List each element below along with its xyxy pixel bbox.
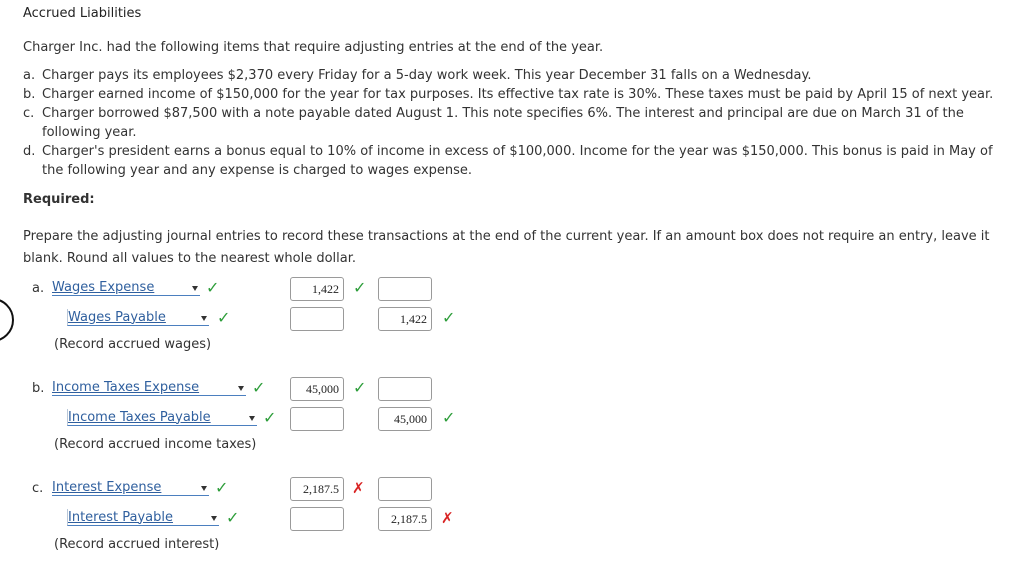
debit-amount-input-c-credit-row[interactable] xyxy=(290,507,344,531)
check-icon: ✓ xyxy=(215,478,229,497)
check-icon: ✓ xyxy=(442,308,456,327)
credit-account-value: Wages Payable xyxy=(68,309,166,325)
problem-list xyxy=(23,66,1013,180)
problem-letter: c. xyxy=(23,106,35,121)
credit-account-value: Interest Payable xyxy=(68,509,173,525)
debit-amount-input-b[interactable]: 45,000 xyxy=(290,377,344,401)
credit-amount-input-b-debit-row[interactable] xyxy=(378,377,432,401)
entry-letter-b: b. xyxy=(32,381,45,396)
problem-letter: a. xyxy=(23,68,36,83)
problem-b xyxy=(23,85,1013,104)
credit-amount-input-a[interactable]: 1,422 xyxy=(378,307,432,331)
problem-letter: b. xyxy=(23,87,36,102)
entry-letter-c: c. xyxy=(32,481,44,496)
chevron-down-icon xyxy=(238,386,244,391)
chevron-down-icon xyxy=(201,316,207,321)
check-icon: ✓ xyxy=(353,378,367,397)
problem-text: Charger earned income of $150,000 for the year for tax purposes. Its effective tax rate is 30%. These taxes must be paid by April 15 of next year. xyxy=(42,87,994,102)
debit-account-value: Interest Expense xyxy=(52,479,162,495)
check-icon: ✓ xyxy=(217,308,231,327)
chevron-down-icon xyxy=(192,286,198,291)
entry-memo-b: (Record accrued income taxes) xyxy=(54,437,257,452)
debit-amount-input-a-credit-row[interactable] xyxy=(290,307,344,331)
debit-amount-input-b-credit-row[interactable] xyxy=(290,407,344,431)
debit-account-select-a[interactable] xyxy=(52,279,200,296)
debit-account-value: Wages Expense xyxy=(52,279,155,295)
credit-account-select-a[interactable] xyxy=(67,309,209,326)
credit-account-select-c[interactable] xyxy=(67,509,219,526)
problem-d xyxy=(23,142,1013,180)
entry-memo-a: (Record accrued wages) xyxy=(54,337,212,352)
entry-letter-a: a. xyxy=(32,281,45,296)
check-icon: ✓ xyxy=(263,408,277,427)
chevron-down-icon xyxy=(211,516,217,521)
required-heading: Required: xyxy=(23,192,95,207)
instructions-text: Prepare the adjusting journal entries to record these transactions at the end of the current year. If an amount box does not require an entry, leave it blank. Round all values to the nearest whole dollar. xyxy=(23,229,990,266)
credit-amount-input-c[interactable]: 2,187.5 xyxy=(378,507,432,531)
debit-amount-input-a[interactable]: 1,422 xyxy=(290,277,344,301)
problem-c xyxy=(23,104,1013,142)
problem-text: Charger pays its employees $2,370 every Friday for a 5-day work week. This year December 31 falls on a Wednesday. xyxy=(42,68,812,83)
chevron-down-icon xyxy=(249,416,255,421)
debit-account-select-c[interactable] xyxy=(52,479,209,496)
check-icon: ✓ xyxy=(442,408,456,427)
cross-icon: ✗ xyxy=(352,479,365,497)
chevron-down-icon xyxy=(201,486,207,491)
debit-account-value: Income Taxes Expense xyxy=(52,379,200,395)
credit-amount-input-c-debit-row[interactable] xyxy=(378,477,432,501)
check-icon: ✓ xyxy=(226,508,240,527)
page-title: Accrued Liabilities xyxy=(23,6,142,21)
problem-a xyxy=(23,66,1013,85)
scroll-circle-icon xyxy=(0,298,14,342)
cross-icon: ✗ xyxy=(441,509,454,527)
check-icon: ✓ xyxy=(252,378,266,397)
check-icon: ✓ xyxy=(206,278,220,297)
credit-amount-input-b[interactable]: 45,000 xyxy=(378,407,432,431)
intro-text: Charger Inc. had the following items that require adjusting entries at the end of the year. xyxy=(23,40,604,55)
credit-amount-input-a-debit-row[interactable] xyxy=(378,277,432,301)
credit-account-value: Income Taxes Payable xyxy=(68,409,211,425)
problem-letter: d. xyxy=(23,144,36,159)
debit-account-select-b[interactable] xyxy=(52,379,246,396)
entry-memo-c: (Record accrued interest) xyxy=(54,537,220,552)
check-icon: ✓ xyxy=(353,278,367,297)
problem-text: Charger borrowed $87,500 with a note payable dated August 1. This note specifies 6%. The interest and principal are due on March 31 of the following year. xyxy=(42,106,964,140)
credit-account-select-b[interactable] xyxy=(67,409,257,426)
debit-amount-input-c[interactable]: 2,187.5 xyxy=(290,477,344,501)
problem-text: Charger's president earns a bonus equal to 10% of income in excess of $100,000. Income for the year was $150,000. This bonus is paid in May of the following year and any expense is charged to wages expense. xyxy=(42,144,993,178)
